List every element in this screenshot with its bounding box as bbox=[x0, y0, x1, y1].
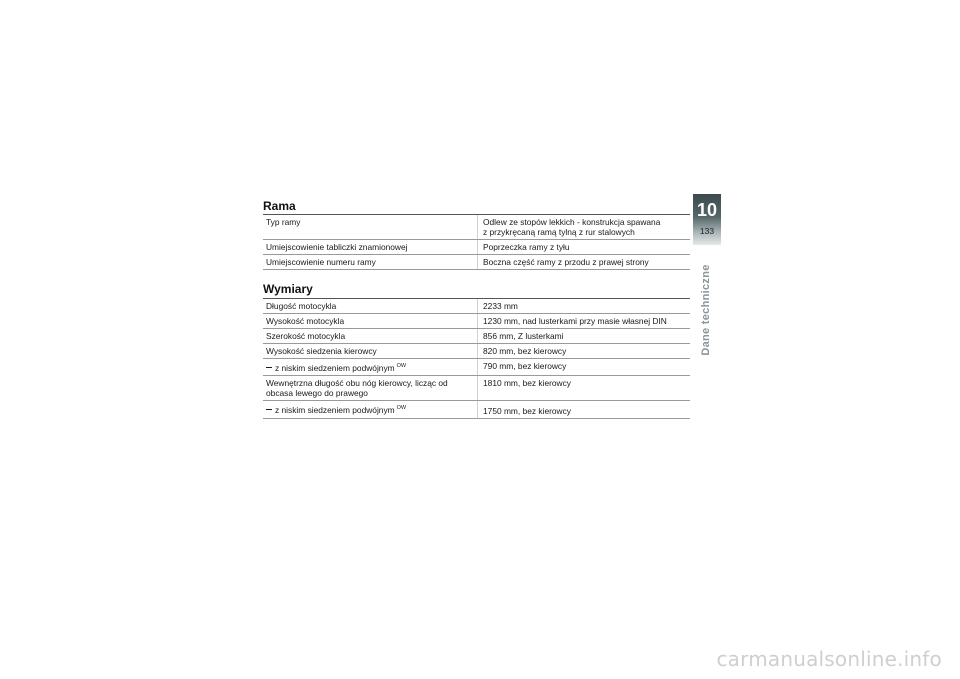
table-row bbox=[263, 215, 690, 240]
table-row bbox=[263, 376, 690, 401]
watermark: carmanualsonline.info bbox=[716, 647, 942, 671]
spec-label: Umiejscowienie tabliczki znamionowej bbox=[263, 240, 478, 255]
spec-label-line: Wewnętrzna długość obu nóg kierowcy, licząc od bbox=[266, 378, 448, 388]
spec-label bbox=[263, 359, 478, 376]
spec-value: 820 mm, bez kierowcy bbox=[478, 344, 691, 359]
spec-label: Długość motocykla bbox=[263, 299, 478, 314]
spec-value-line: z przykręcaną ramą tylną z rur stalowych bbox=[483, 227, 635, 237]
spec-value: 1230 mm, nad lusterkami przy masie własnej DIN bbox=[478, 314, 691, 329]
section-title-rama: Rama bbox=[263, 199, 296, 213]
table-row bbox=[263, 401, 690, 419]
spec-label: Wysokość siedzenia kierowcy bbox=[263, 344, 478, 359]
spec-label bbox=[263, 401, 478, 419]
spec-value: 790 mm, bez kierowcy bbox=[478, 359, 691, 376]
spec-label-text: z niskim siedzeniem podwójnym bbox=[275, 405, 395, 415]
table-row bbox=[263, 359, 690, 376]
spec-value-line: Odlew ze stopów lekkich - konstrukcja spawana bbox=[483, 217, 661, 227]
table-row bbox=[263, 314, 690, 329]
chapter-title-vertical: Dane techniczne bbox=[700, 264, 712, 356]
table-row bbox=[263, 255, 690, 270]
spec-value: 1810 mm, bez kierowcy bbox=[478, 376, 691, 401]
dash-icon bbox=[266, 409, 272, 410]
spec-label: Wysokość motocykla bbox=[263, 314, 478, 329]
spec-label: Szerokość motocykla bbox=[263, 329, 478, 344]
table-row bbox=[263, 344, 690, 359]
chapter-number: 10 bbox=[696, 200, 718, 220]
page-number: 133 bbox=[699, 226, 715, 236]
chapter-tab bbox=[693, 194, 721, 245]
spec-label-text: z niskim siedzeniem podwójnym bbox=[275, 363, 395, 373]
spec-value: 2233 mm bbox=[478, 299, 691, 314]
spec-value bbox=[478, 215, 691, 240]
spec-label: Typ ramy bbox=[263, 215, 478, 240]
section-title-wymiary: Wymiary bbox=[263, 282, 313, 296]
frame-spec-table bbox=[263, 214, 690, 270]
option-superscript: OW bbox=[396, 405, 407, 411]
option-superscript: OW bbox=[396, 363, 407, 369]
spec-label bbox=[263, 376, 478, 401]
table-row bbox=[263, 240, 690, 255]
spec-value: 1750 mm, bez kierowcy bbox=[478, 401, 691, 419]
spec-value: Poprzeczka ramy z tyłu bbox=[478, 240, 691, 255]
spec-value: 856 mm, Z lusterkami bbox=[478, 329, 691, 344]
spec-label: Umiejscowienie numeru ramy bbox=[263, 255, 478, 270]
spec-label-line: obcasa lewego do prawego bbox=[266, 388, 368, 398]
table-row bbox=[263, 329, 690, 344]
dimensions-spec-table bbox=[263, 298, 690, 419]
spec-value: Boczna część ramy z przodu z prawej strony bbox=[478, 255, 691, 270]
dash-icon bbox=[266, 367, 272, 368]
table-row bbox=[263, 299, 690, 314]
